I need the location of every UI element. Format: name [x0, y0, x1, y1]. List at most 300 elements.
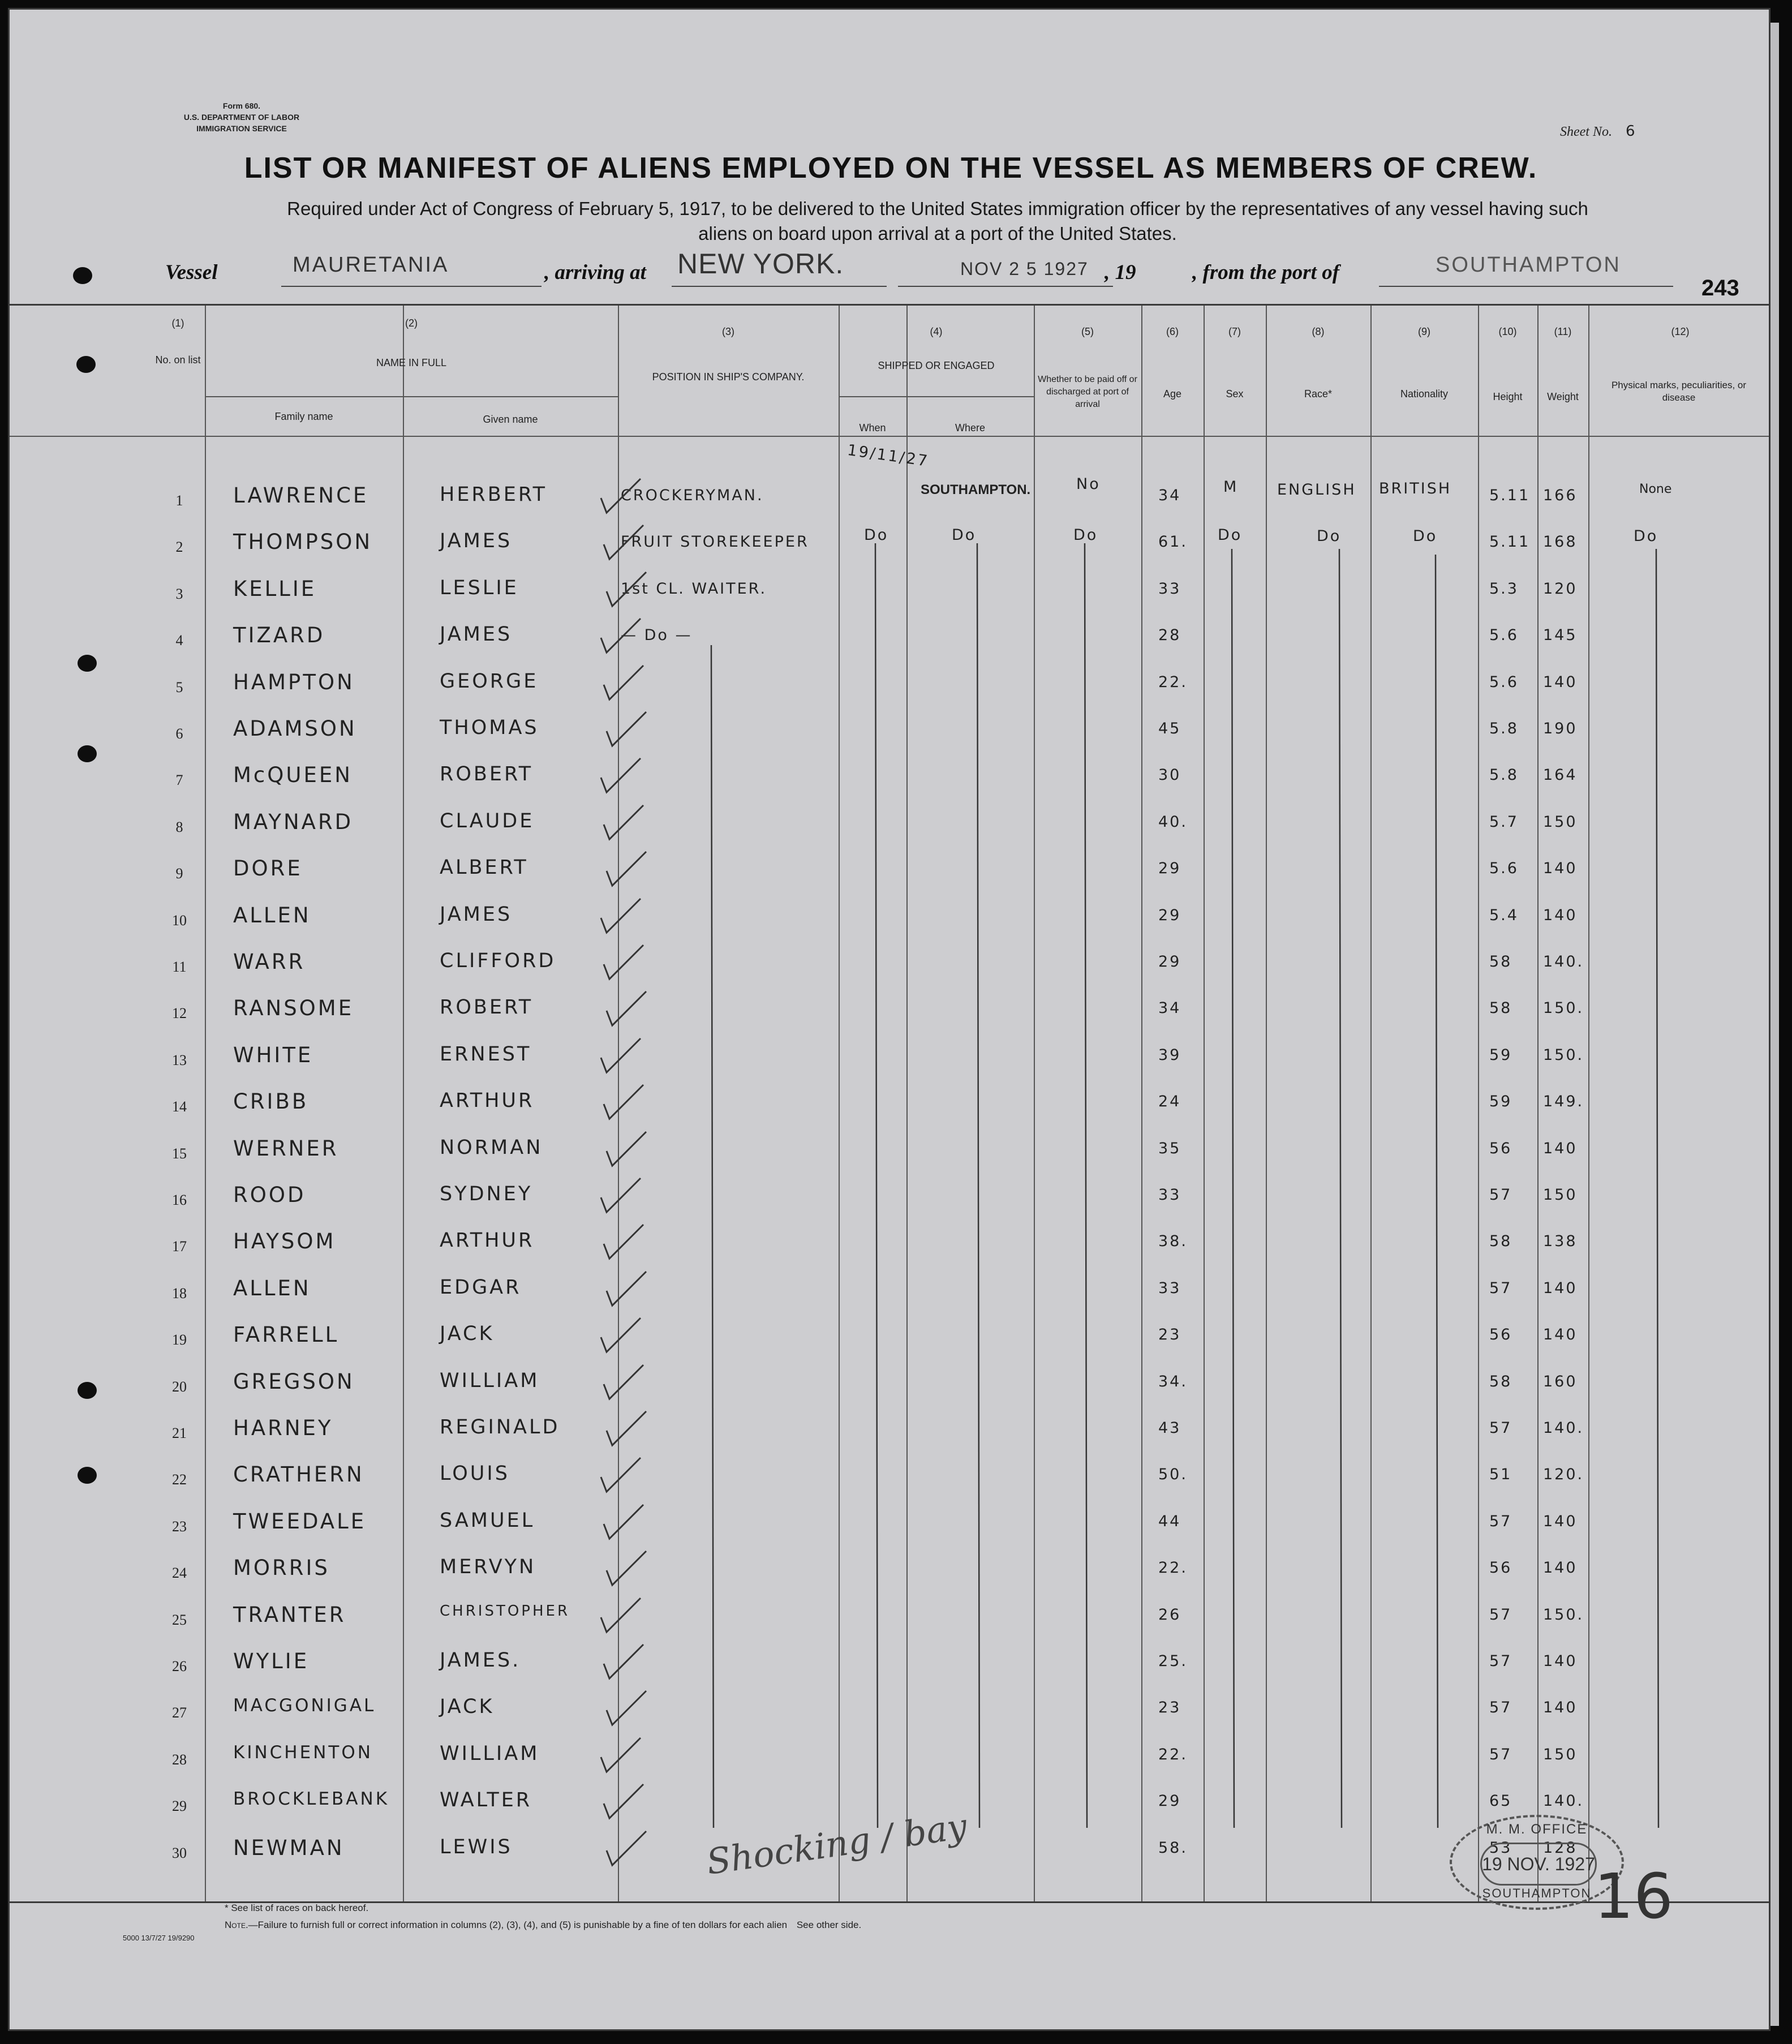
- height: 56: [1489, 1326, 1512, 1343]
- given-name: ROBERT: [440, 996, 534, 1019]
- row-number: 5: [175, 679, 183, 695]
- ditto-line: [875, 543, 878, 1828]
- col5-number: (5): [1081, 326, 1094, 337]
- corner-handwritten-number: 16: [1594, 1860, 1673, 1933]
- given-name: ROBERT: [440, 763, 534, 785]
- family-name: THOMPSON: [233, 530, 373, 554]
- col8-header: Race*: [1304, 388, 1333, 400]
- ditto-line: [1436, 555, 1438, 1828]
- row-number: 23: [172, 1518, 187, 1535]
- family-name-header: Family name: [274, 411, 333, 422]
- height: 57: [1489, 1652, 1512, 1670]
- check-mark: [601, 1738, 641, 1772]
- row-number: 17: [172, 1238, 187, 1255]
- height: 59: [1489, 1046, 1512, 1064]
- check-mark: [601, 1458, 641, 1492]
- family-name: RANSOME: [233, 996, 354, 1020]
- col10-number: (10): [1498, 326, 1517, 337]
- check-mark: [604, 1085, 643, 1119]
- weight: 160: [1543, 1373, 1578, 1390]
- check-mark: [604, 1505, 643, 1539]
- height: 5.8: [1489, 720, 1519, 737]
- note-label: Note.: [225, 1920, 248, 1930]
- row-number: 12: [172, 1005, 187, 1021]
- row-number: 13: [172, 1052, 187, 1068]
- age: 29: [1158, 1792, 1181, 1810]
- age: 34: [1158, 487, 1181, 504]
- check-mark: [607, 852, 646, 886]
- row-number: 3: [175, 586, 183, 602]
- nationality-value: BRITISH: [1379, 480, 1452, 497]
- weight: 140: [1543, 1559, 1578, 1577]
- family-name: BROCKLEBANK: [233, 1789, 390, 1809]
- check-mark: [604, 1784, 643, 1818]
- row-number: 27: [172, 1704, 187, 1721]
- check-mark: [607, 1132, 646, 1166]
- service-name: IMMIGRATION SERVICE: [196, 124, 287, 133]
- subtitle-line-1: Required under Act of Congress of February 5, 1917, to be delivered to the United States immigration officer by the representatives of any vessel having such: [287, 198, 1588, 219]
- handwritten-marks: [10, 306, 1770, 1901]
- weight: 166: [1543, 487, 1578, 504]
- age: 29: [1158, 860, 1181, 877]
- check-mark: [604, 1365, 643, 1399]
- given-name: HERBERT: [440, 483, 548, 506]
- check-mark: [604, 1225, 643, 1259]
- weight: 149.: [1543, 1093, 1584, 1110]
- check-mark: [604, 1644, 643, 1678]
- weight: 150: [1543, 1186, 1578, 1204]
- page-title: LIST OR MANIFEST OF ALIENS EMPLOYED ON THE VESSEL AS MEMBERS OF CREW.: [244, 152, 1538, 184]
- check-mark: [604, 945, 643, 979]
- given-name: SAMUEL: [440, 1509, 535, 1532]
- weight: 150.: [1543, 999, 1584, 1017]
- sheet-number-value: 6: [1625, 123, 1635, 140]
- family-name: TWEEDALE: [233, 1509, 367, 1534]
- sheet-number: [1560, 123, 1635, 140]
- family-name: TRANTER: [233, 1603, 346, 1627]
- family-name: CRATHERN: [233, 1462, 364, 1487]
- check-mark: [601, 899, 641, 933]
- given-name: LOUIS: [440, 1462, 510, 1485]
- row-number: 7: [175, 772, 183, 788]
- given-name: REGINALD: [440, 1416, 560, 1438]
- height: 58: [1489, 999, 1512, 1017]
- family-name: HAYSOM: [233, 1229, 336, 1253]
- age: 24: [1158, 1093, 1181, 1110]
- family-name: FARRELL: [233, 1322, 340, 1347]
- race-value: ENGLISH: [1277, 481, 1356, 499]
- family-name: WERNER: [233, 1136, 339, 1161]
- weight: 190: [1543, 720, 1578, 737]
- row-number: 19: [172, 1332, 187, 1348]
- weight: 150: [1543, 813, 1578, 831]
- note-tail: See other side.: [796, 1920, 862, 1930]
- port-underline: [1379, 286, 1673, 287]
- weight: 140: [1543, 1652, 1578, 1670]
- given-name-header: Given name: [483, 414, 538, 425]
- row-number: 16: [172, 1192, 187, 1208]
- sex-value: M: [1223, 478, 1239, 496]
- family-name: NEWMAN: [233, 1836, 345, 1860]
- page-subtitle: [162, 196, 1713, 246]
- year-label: , 19: [1105, 261, 1136, 284]
- age: 29: [1158, 907, 1181, 924]
- row-number: 14: [172, 1098, 187, 1115]
- check-mark: [604, 805, 643, 839]
- given-name: WILLIAM: [440, 1369, 540, 1392]
- col2-header: NAME IN FULL: [376, 357, 447, 368]
- check-mark: [601, 1318, 641, 1352]
- given-name: JACK: [440, 1695, 495, 1718]
- col1-number: (1): [171, 317, 184, 329]
- col3-header: POSITION IN SHIP'S COMPANY.: [652, 371, 805, 383]
- ditto-line: [1339, 549, 1342, 1828]
- print-code: 5000 13/7/27 19/9290: [123, 1934, 195, 1942]
- age: 44: [1158, 1513, 1181, 1530]
- paid-off-value: No: [1076, 475, 1101, 493]
- note-text: —Failure to furnish full or correct information in columns (2), (3), (4), and (5) is punishable by a fine of ten dollars for each alien: [248, 1920, 788, 1930]
- given-name: CLIFFORD: [440, 950, 556, 972]
- given-name: ALBERT: [440, 856, 528, 879]
- given-name: CLAUDE: [440, 810, 535, 832]
- family-name: KELLIE: [233, 577, 317, 601]
- col11-header: Weight: [1547, 391, 1579, 402]
- family-name: ALLEN: [233, 903, 311, 927]
- row-number: 22: [172, 1471, 187, 1488]
- weight: 140: [1543, 907, 1578, 924]
- age: 25.: [1158, 1652, 1188, 1670]
- weight: 140.: [1543, 953, 1584, 971]
- when-header: When: [859, 422, 886, 433]
- row-number: 20: [172, 1379, 187, 1395]
- stamp-bottom-text: SOUTHAMPTON: [1482, 1886, 1592, 1900]
- family-name: HAMPTON: [233, 670, 355, 694]
- age: 35: [1158, 1140, 1181, 1157]
- given-name: ARTHUR: [440, 1089, 535, 1112]
- given-name: EDGAR: [440, 1276, 522, 1299]
- col4-number: (4): [930, 326, 943, 337]
- height: 5.6: [1489, 673, 1519, 691]
- department-name: U.S. DEPARTMENT OF LABOR: [183, 113, 300, 122]
- weight: 140: [1543, 1699, 1578, 1716]
- height: 5.4: [1489, 907, 1519, 924]
- age: 22.: [1158, 673, 1188, 691]
- ditto-line: [1232, 549, 1234, 1828]
- col2-number: (2): [405, 317, 418, 329]
- age: 29: [1158, 953, 1181, 971]
- form-number: Form 680.: [222, 101, 261, 110]
- age: 40.: [1158, 813, 1188, 831]
- check-mark: [601, 479, 641, 513]
- weight: 150.: [1543, 1606, 1584, 1624]
- height: 59: [1489, 1093, 1512, 1110]
- given-name: JAMES.: [440, 1649, 521, 1672]
- family-name: McQUEEN: [233, 763, 353, 787]
- family-name: MACGONIGAL: [233, 1695, 376, 1716]
- position: 1st CL. WAITER.: [621, 580, 767, 598]
- ditto-mark: Do: [864, 526, 889, 544]
- page-number: 243: [1701, 276, 1739, 300]
- check-mark: [607, 1411, 646, 1445]
- handwritten-signature: Shocking / bay: [704, 1805, 970, 1883]
- family-name: MAYNARD: [233, 810, 354, 834]
- departure-port: SOUTHAMPTON: [1436, 253, 1621, 277]
- row-number: 24: [172, 1565, 187, 1581]
- age: 50.: [1158, 1466, 1188, 1483]
- weight: 150.: [1543, 1046, 1584, 1064]
- fine-note: [225, 1920, 861, 1931]
- given-name: WILLIAM: [440, 1742, 540, 1765]
- arriving-label: , arriving at: [544, 261, 646, 284]
- family-name: WARR: [233, 950, 306, 974]
- age: 61.: [1158, 533, 1188, 551]
- family-name: WHITE: [233, 1043, 313, 1067]
- height: 5.8: [1489, 766, 1519, 784]
- height: 58: [1489, 1373, 1512, 1390]
- given-name: THOMAS: [440, 716, 539, 739]
- age: 28: [1158, 626, 1181, 644]
- weight: 168: [1543, 533, 1578, 551]
- arriving-port: NEW YORK.: [677, 248, 844, 280]
- col10-header: Height: [1493, 391, 1523, 402]
- arrival-date-stamp: NOV 2 5 1927: [960, 259, 1089, 279]
- age: 22.: [1158, 1559, 1188, 1577]
- col6-header: Age: [1163, 388, 1182, 400]
- from-port-label: , from the port of: [1192, 261, 1340, 284]
- col6-number: (6): [1166, 326, 1179, 337]
- row-number: 1: [175, 492, 183, 509]
- where-header: Where: [955, 422, 985, 433]
- check-mark: [607, 1272, 646, 1306]
- col3-number: (3): [722, 326, 734, 337]
- age: 33: [1158, 580, 1181, 598]
- height: 5.6: [1489, 860, 1519, 877]
- vessel-underline: [281, 286, 542, 287]
- col1-header: No. on list: [155, 354, 201, 366]
- age: 45: [1158, 720, 1181, 737]
- family-name: KINCHENTON: [233, 1742, 373, 1763]
- stamp-date: 19 NOV. 1927: [1480, 1843, 1597, 1886]
- height: 57: [1489, 1513, 1512, 1530]
- given-name: NORMAN: [440, 1136, 543, 1159]
- weight: 140: [1543, 1513, 1578, 1530]
- age: 22.: [1158, 1746, 1188, 1763]
- weight: 140.: [1543, 1419, 1584, 1437]
- crew-manifest-table: [10, 304, 1770, 1903]
- check-mark: [604, 525, 643, 559]
- family-name: LAWRENCE: [233, 483, 369, 508]
- age: 39: [1158, 1046, 1181, 1064]
- col12-number: (12): [1671, 326, 1690, 337]
- age: 43: [1158, 1419, 1181, 1437]
- height: 5.3: [1489, 580, 1519, 598]
- age: 26: [1158, 1606, 1181, 1624]
- ditto-line: [1656, 549, 1658, 1828]
- vessel-label: Vessel: [165, 261, 218, 284]
- weight: 140: [1543, 1279, 1578, 1297]
- position: — Do —: [621, 626, 693, 644]
- physical-marks-value: None: [1639, 482, 1672, 496]
- ditto-mark: Do: [1218, 526, 1243, 544]
- given-name: MERVYN: [440, 1556, 536, 1578]
- weight: 140: [1543, 673, 1578, 691]
- row-number: 8: [175, 819, 183, 835]
- family-name: GREGSON: [233, 1369, 355, 1394]
- ditto-mark: Do: [1073, 526, 1098, 544]
- height: 5.7: [1489, 813, 1519, 831]
- height: 65: [1489, 1792, 1512, 1810]
- col4-header: SHIPPED OR ENGAGED: [878, 360, 995, 371]
- ditto-line: [977, 543, 979, 1828]
- height: 5.11: [1489, 487, 1531, 504]
- check-mark: [607, 712, 646, 746]
- height: 56: [1489, 1140, 1512, 1157]
- date-underline: [898, 286, 1113, 287]
- row-number: 4: [175, 632, 183, 649]
- weight: 128: [1543, 1839, 1578, 1857]
- given-name: JACK: [440, 1322, 495, 1345]
- weight: 140.: [1543, 1792, 1584, 1810]
- row-number: 29: [172, 1798, 187, 1814]
- age: 23: [1158, 1326, 1181, 1343]
- row-number: 21: [172, 1425, 187, 1441]
- subtitle-line-2: aliens on board upon arrival at a port of the United States.: [698, 223, 1177, 244]
- height: 58: [1489, 1233, 1512, 1250]
- height: 57: [1489, 1746, 1512, 1763]
- weight: 164: [1543, 766, 1578, 784]
- col5-header: Whether to be paid off or discharged at port of arrival: [1038, 375, 1137, 409]
- arrival-underline: [672, 286, 887, 287]
- given-name: GEORGE: [440, 670, 539, 693]
- shipped-when: 19/11/27: [846, 441, 930, 470]
- given-name: JAMES: [440, 530, 513, 552]
- height: 57: [1489, 1699, 1512, 1716]
- given-name: JAMES: [440, 623, 513, 646]
- race-note: * See list of races on back hereof.: [225, 1903, 369, 1913]
- age: 33: [1158, 1186, 1181, 1204]
- row-number: 6: [175, 725, 183, 742]
- check-mark: [607, 572, 646, 606]
- given-name: JAMES: [440, 903, 513, 926]
- check-mark: [601, 1598, 641, 1632]
- family-name: CRIBB: [233, 1089, 309, 1114]
- family-name: MORRIS: [233, 1556, 330, 1580]
- check-mark: [607, 991, 646, 1025]
- height: 57: [1489, 1186, 1512, 1204]
- age: 34: [1158, 999, 1181, 1017]
- weight: 140: [1543, 1326, 1578, 1343]
- height: 53: [1489, 1839, 1512, 1857]
- row-number: 15: [172, 1145, 187, 1162]
- check-mark: [604, 665, 643, 699]
- col11-number: (11): [1554, 326, 1572, 337]
- row-number: 18: [172, 1285, 187, 1302]
- height: 5.11: [1489, 533, 1531, 551]
- check-mark: [601, 758, 641, 792]
- sheet-label: Sheet No.: [1560, 124, 1612, 139]
- weight: 120.: [1543, 1466, 1584, 1483]
- row-number: 25: [172, 1612, 187, 1628]
- weight: 140: [1543, 860, 1578, 877]
- col12-header: Physical marks, peculiarities, or disease: [1611, 380, 1747, 403]
- check-mark: [601, 619, 641, 652]
- weight: 120: [1543, 580, 1578, 598]
- height: 57: [1489, 1606, 1512, 1624]
- ditto-line: [711, 645, 714, 1828]
- col9-header: Nationality: [1400, 388, 1449, 400]
- weight: 138: [1543, 1233, 1578, 1250]
- height: 51: [1489, 1466, 1512, 1483]
- given-name: CHRISTOPHER: [440, 1603, 570, 1620]
- col9-number: (9): [1418, 326, 1430, 337]
- check-mark: [601, 1038, 641, 1072]
- height: 5.6: [1489, 626, 1519, 644]
- ditto-line: [1085, 543, 1087, 1828]
- row-number: 10: [172, 912, 187, 929]
- binder-hole: [73, 267, 92, 284]
- col7-number: (7): [1228, 326, 1241, 337]
- family-name: DORE: [233, 856, 303, 881]
- position: FRUIT STOREKEEPER: [621, 533, 809, 551]
- family-name: ALLEN: [233, 1276, 311, 1300]
- row-number: 26: [172, 1658, 187, 1674]
- check-mark: [607, 1831, 646, 1865]
- ditto-mark: Do: [1634, 527, 1658, 545]
- family-name: ROOD: [233, 1183, 306, 1207]
- col8-number: (8): [1312, 326, 1325, 337]
- age: 30: [1158, 766, 1181, 784]
- row-number: 9: [175, 865, 183, 882]
- manifest-page: [8, 8, 1770, 2031]
- height: 57: [1489, 1419, 1512, 1437]
- ditto-mark: Do: [1317, 527, 1342, 545]
- check-mark: [607, 1551, 646, 1585]
- family-name: WYLIE: [233, 1649, 310, 1673]
- age: 38.: [1158, 1233, 1188, 1250]
- age: 33: [1158, 1279, 1181, 1297]
- col7-header: Sex: [1226, 388, 1244, 400]
- age: 23: [1158, 1699, 1181, 1716]
- given-name: WALTER: [440, 1789, 532, 1811]
- family-name: HARNEY: [233, 1416, 333, 1440]
- check-mark: [601, 1178, 641, 1212]
- weight: 140: [1543, 1140, 1578, 1157]
- vessel-name: MAURETANIA: [293, 253, 449, 277]
- height: 57: [1489, 1279, 1512, 1297]
- position: CROCKERYMAN.: [621, 487, 764, 504]
- row-number: 30: [172, 1845, 187, 1861]
- given-name: SYDNEY: [440, 1183, 533, 1205]
- age: 58.: [1158, 1839, 1188, 1857]
- ditto-mark: Do: [1413, 527, 1438, 545]
- check-mark: [607, 1691, 646, 1725]
- row-number: 2: [175, 539, 183, 555]
- row-number: 11: [172, 959, 187, 975]
- shipped-where: SOUTHAMPTON.: [921, 482, 1031, 497]
- weight: 145: [1543, 626, 1578, 644]
- age: 34.: [1158, 1373, 1188, 1390]
- weight: 150: [1543, 1746, 1578, 1763]
- height: 58: [1489, 953, 1512, 971]
- given-name: LEWIS: [440, 1836, 513, 1858]
- form-identifier: [134, 100, 349, 134]
- ditto-mark: Do: [952, 526, 977, 544]
- stamp-top-text: M. M. OFFICE: [1486, 1822, 1588, 1837]
- family-name: TIZARD: [233, 623, 325, 647]
- row-number: 28: [172, 1751, 187, 1768]
- given-name: LESLIE: [440, 577, 519, 599]
- height: 56: [1489, 1559, 1512, 1577]
